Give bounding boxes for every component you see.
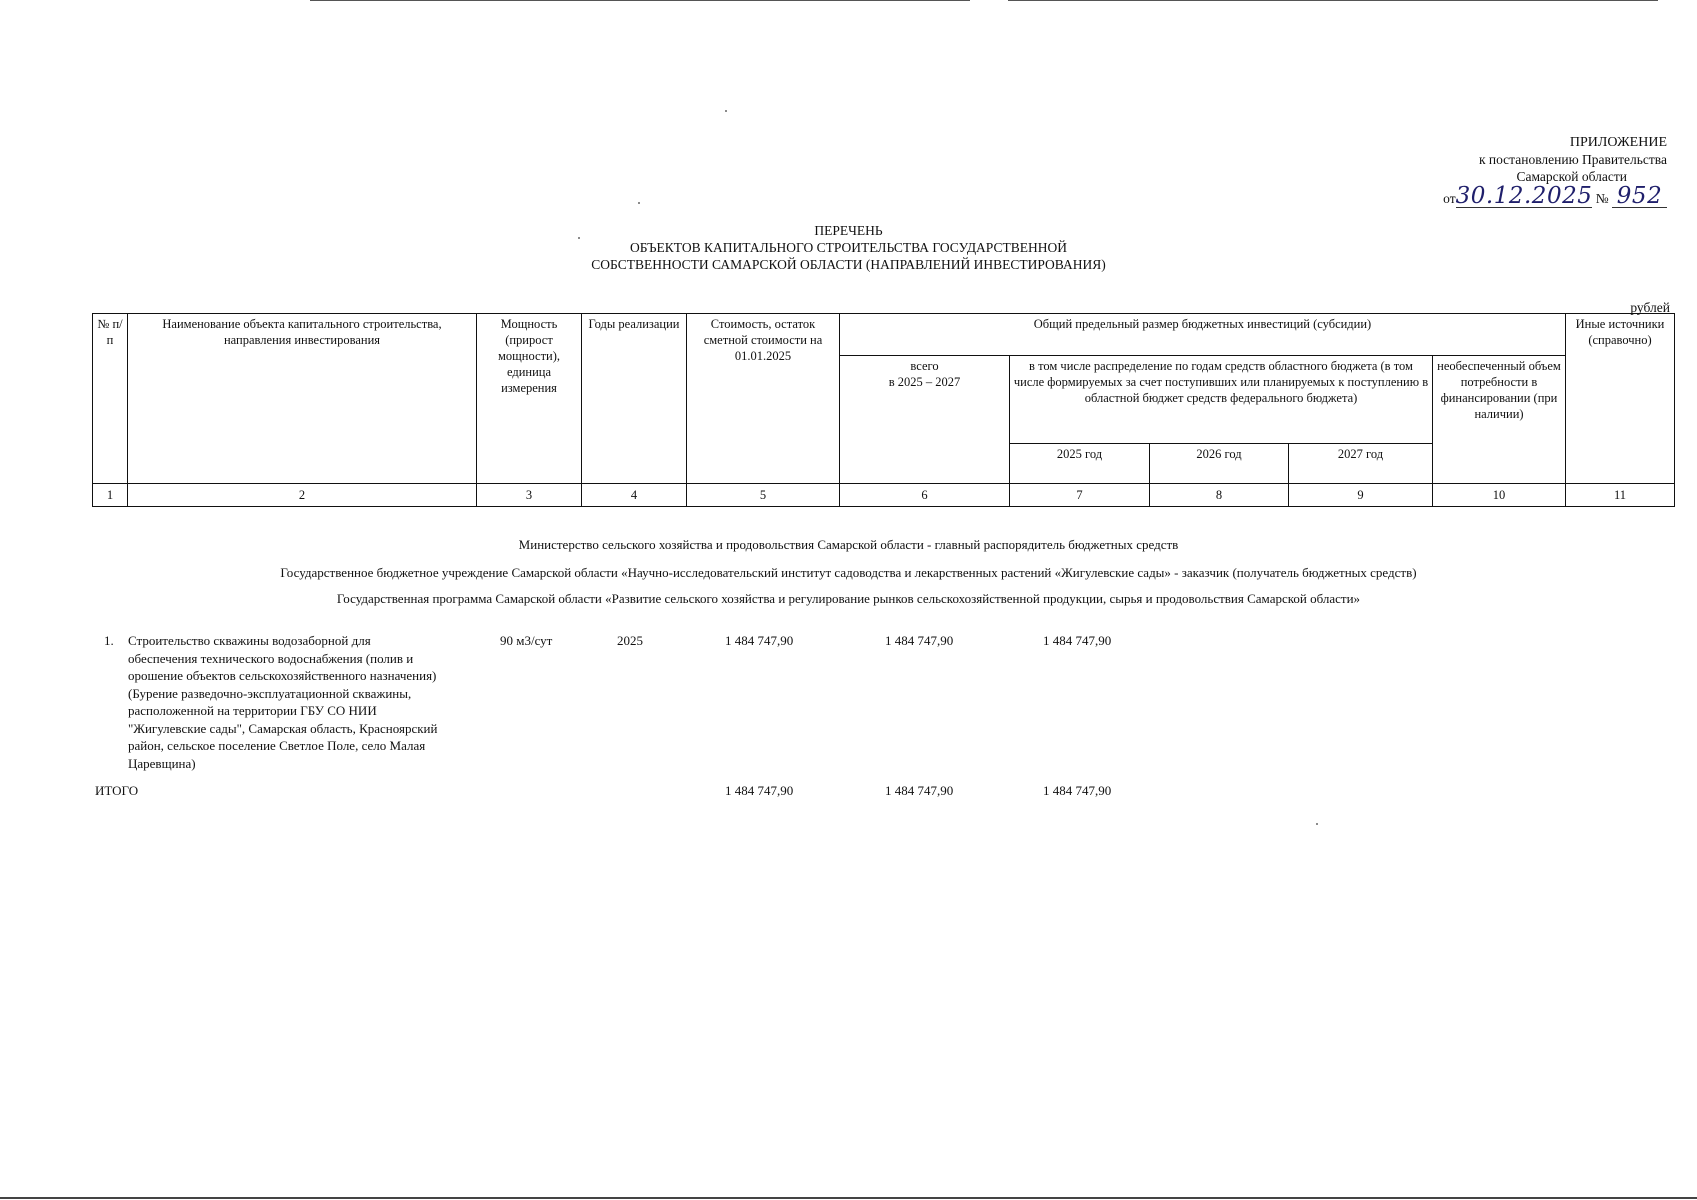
column-number: 4 (582, 484, 687, 507)
scan-speck (1316, 823, 1318, 825)
row-power: 90 м3/сут (500, 633, 553, 648)
unit-label: рублей (1630, 300, 1670, 315)
header-col-cost: Стоимость, остаток сметной стоимости на 01.01.2025 (687, 314, 840, 484)
document-title (0, 222, 1697, 273)
row-name-line: "Жигулевские сады", Самарская область, Красноярский (128, 720, 438, 736)
header-col-other: Иные источники (справочно) (1566, 314, 1675, 484)
document-title-line-3: СОБСТВЕННОСТИ САМАРСКОЙ ОБЛАСТИ (НАПРАВЛЕНИЙ ИНВЕСТИРОВАНИЯ) (591, 257, 1106, 272)
total-cost: 1 484 747,90 (725, 783, 794, 798)
header-year-2026: 2026 год (1150, 444, 1289, 484)
row-years: 2025 (617, 633, 643, 648)
total-total: 1 484 747,90 (885, 783, 954, 798)
header-year-2025: 2025 год (1010, 444, 1150, 484)
header-col-distribution: в том числе распределение по годам средств областного бюджета (в том числе формируемых за счет поступивших или планируемых к поступлению в областной бюджет средств федерального бюджета) (1010, 356, 1433, 444)
header-col-power: Мощность (прирост мощности), единица измерения (477, 314, 582, 484)
column-number: 6 (840, 484, 1010, 507)
appendix-line-2: Самарской области (1516, 169, 1627, 184)
handwritten-date: 30.12.2025 (1455, 183, 1593, 209)
header-col-total (840, 356, 1010, 484)
header-year-2027: 2027 год (1289, 444, 1433, 484)
row-year-2025: 1 484 747,90 (1043, 633, 1112, 648)
column-number: 3 (477, 484, 582, 507)
section-program: Государственная программа Самарской области «Развитие сельского хозяйства и регулирование рынков сельскохозяйственной продукции, сырья и продовольствия Самарской области» (336, 591, 1361, 606)
appendix-date-number (1427, 185, 1667, 208)
handwritten-number: 952 (1612, 185, 1667, 208)
header-col-total-line-1: всего (910, 359, 939, 373)
total-year-2025: 1 484 747,90 (1043, 783, 1112, 798)
appendix-line-1: к постановлению Правительства (1478, 152, 1667, 167)
appendix-title: ПРИЛОЖЕНИЕ (1569, 135, 1667, 150)
scan-edge-bottom (0, 1197, 1697, 1199)
column-number: 1 (93, 484, 128, 507)
scan-speck (725, 110, 727, 112)
row-cost: 1 484 747,90 (725, 633, 794, 648)
row-name-line: Царевщина) (128, 755, 196, 771)
column-number: 10 (1433, 484, 1566, 507)
header-table (92, 313, 1675, 507)
row-name-line: Строительство скважины водозаборной для (128, 633, 371, 648)
document-title-line-1: ПЕРЕЧЕНЬ (814, 223, 883, 238)
row-name (128, 632, 473, 772)
scan-edge-top-right (1008, 0, 1658, 1)
header-col-unfunded: необеспеченный объем потребности в финансировании (при наличии) (1433, 356, 1566, 484)
header-col-total-line-2: в 2025 – 2027 (888, 375, 961, 389)
appendix-block (1427, 134, 1667, 208)
appendix-number-prefix: № (1595, 191, 1609, 206)
column-number: 9 (1289, 484, 1433, 507)
section-ministry: Министерство сельского хозяйства и продовольствия Самарской области - главный распорядитель бюджетных средств (518, 537, 1179, 552)
column-number: 5 (687, 484, 840, 507)
column-number: 7 (1010, 484, 1150, 507)
row-name-line: (Бурение разведочно-эксплуатационной скважины, (128, 685, 412, 701)
column-number: 11 (1566, 484, 1675, 507)
section-customer: Государственное бюджетное учреждение Самарской области «Научно-исследовательский институт садоводства и лекарственных растений «Жигулевские сады» - заказчик (получатель бюджетных средств) (280, 565, 1417, 580)
header-col-years: Годы реализации (582, 314, 687, 484)
row-total: 1 484 747,90 (885, 633, 954, 648)
header-col-num: № п/п (93, 314, 128, 484)
header-col-budget: Общий предельный размер бюджетных инвестиций (субсидии) (840, 314, 1566, 356)
column-number: 2 (128, 484, 477, 507)
row-name-line: район, сельское поселение Светлое Поле, село Малая (128, 738, 426, 753)
total-label: ИТОГО (95, 783, 139, 798)
row-name-line: расположенной на территории ГБУ СО НИИ (128, 703, 377, 718)
header-col-name: Наименование объекта капитального строительства, направления инвестирования (128, 314, 477, 484)
row-num: 1. (104, 633, 114, 648)
document-title-line-2: ОБЪЕКТОВ КАПИТАЛЬНОГО СТРОИТЕЛЬСТВА ГОСУДАРСТВЕННОЙ (630, 240, 1067, 255)
scan-edge-top-left (310, 0, 970, 1)
appendix-from-prefix: от (1443, 191, 1456, 206)
row-name-line: обеспечения технического водоснабжения (полив и (128, 650, 414, 666)
scan-speck (638, 202, 640, 204)
row-name-line: орошение объектов сельскохозяйственного назначения) (128, 668, 437, 683)
column-number: 8 (1150, 484, 1289, 507)
